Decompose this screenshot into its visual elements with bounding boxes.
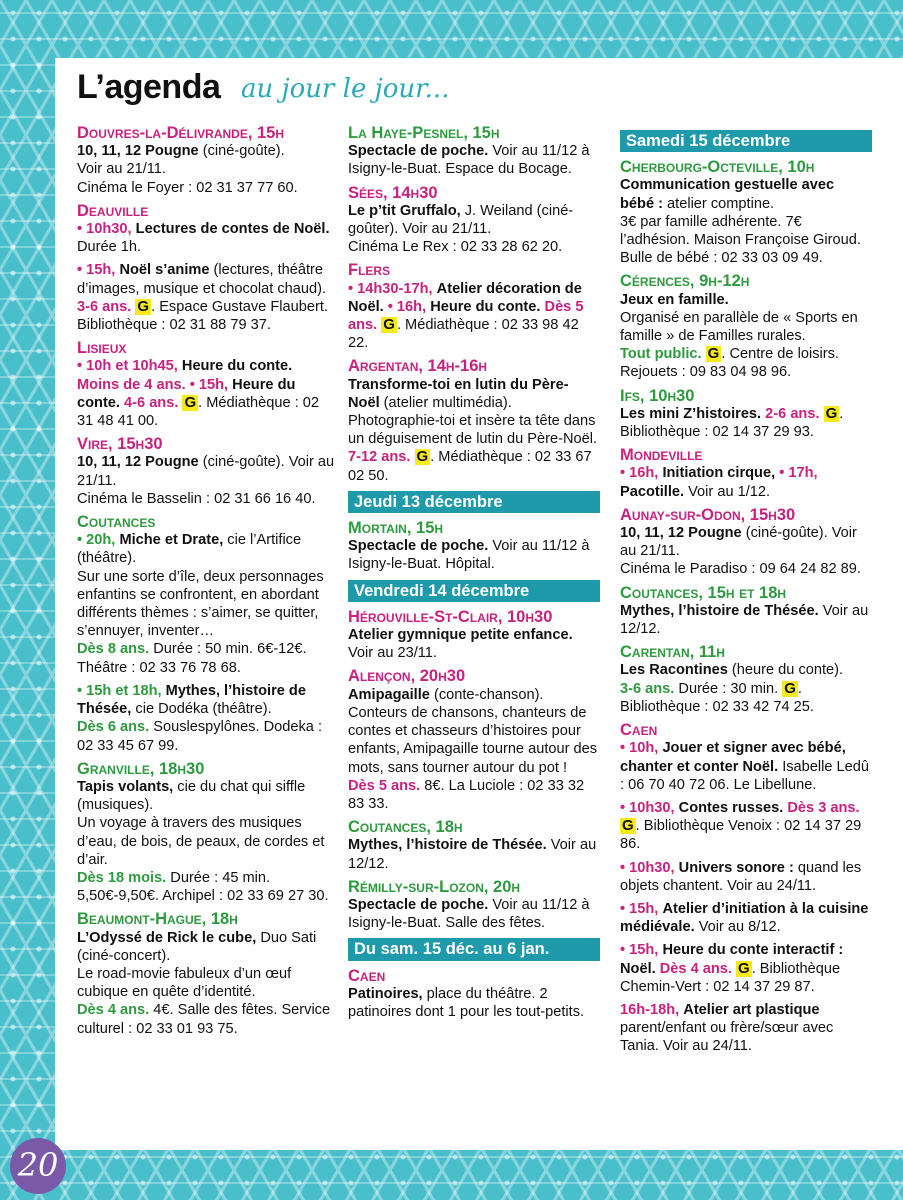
entry-description: • 15h, Noël s’anime (lectures, théâtre d’images, musique et chocolat chaud). 3-6 ans. G . Espace Gustave Flaubert. Bibliothèque : 02 31 88 79 37. (77, 262, 328, 334)
agenda-entry (620, 859, 872, 895)
entry-description: Tapis volants, cie du chat qui siffle (musiques). Un voyage à travers des musiques d’eau, de bois, de peaux, de cordes et d’air. Dès 18 mois. Durée : 45 min. 5,50€-9,50€. Archipel : 02 33 69 27 30. (77, 778, 329, 905)
entry-description: • 10h30, Lectures de contes de Noël. Durée 1h. (77, 221, 330, 256)
agenda-entry (620, 584, 872, 639)
agenda-entry (77, 435, 335, 508)
agenda-entry (77, 202, 335, 257)
entry-location: Granville, 18h30 (77, 759, 205, 778)
entry-location: Argentan, 14h-16h (348, 357, 488, 376)
free-badge: G (784, 679, 796, 697)
agenda-entry (620, 158, 872, 267)
entry-description: Spectacle de poche. Voir au 11/12 à Isigny-le-Buat. Hôpital. (348, 538, 590, 573)
entry-location: Flers (348, 261, 391, 280)
entry-description: Communication gestuelle avec bébé : atelier comptine. 3€ par famille adhérente. 7€ l’adhésion. Maison Françoise Giroud. Bulle de bébé : 02 33 03 09 49. (620, 177, 861, 267)
entry-location: Vire, 15h30 (77, 435, 163, 454)
free-badge: G (622, 817, 634, 835)
entry-description: Atelier gymnique petite enfance. Voir au 23/11. (348, 627, 573, 662)
agenda-entry (348, 184, 600, 257)
entry-description: Transforme-toi en lutin du Père-Noël (atelier multimédia). Photographie-toi et insère ta tête dans un déguisement de lutin du Père-Noël. 7-12 ans. G . Médiathèque : 02 33 67 02 50. (348, 376, 598, 484)
free-badge: G (137, 297, 150, 315)
entry-description: • 10h30, Univers sonore : quand les objets chantent. Voir au 24/11. (620, 859, 862, 894)
agenda-entry (77, 760, 335, 906)
agenda-entry (348, 967, 600, 1022)
entry-location: Mondeville (620, 446, 703, 465)
entry-description: • 16h, Initiation cirque, • 17h, Pacotille. Voir au 1/12. (620, 465, 818, 500)
entry-location: Cérences, 9h-12h (620, 272, 750, 291)
free-badge: G (184, 393, 197, 411)
entry-location: Douvres-la-Délivrande, 15h (77, 124, 285, 142)
agenda-entry (77, 261, 335, 334)
entry-location: Alençon, 20h30 (348, 667, 466, 686)
free-badge: G (738, 959, 750, 977)
agenda-entry (620, 799, 872, 854)
agenda-entry (348, 261, 600, 352)
page-number: 20 (10, 1138, 66, 1194)
entry-location: Mortain, 15h (348, 519, 444, 538)
entry-description: L’Odyssé de Rick le cube, Duo Sati (ciné-concert). Le road-movie fabuleux d’un œuf cubique en quête d’identité. Dès 4 ans. 4€. Salle des fêtes. Service culturel : 02 33 01 93 75. (77, 929, 331, 1037)
entry-description: • 10h30, Contes russes. Dès 3 ans. G . Bibliothèque Venoix : 02 14 37 29 86. (620, 799, 862, 853)
entry-location: Caen (348, 966, 386, 985)
entry-location: Carentan, 11h (620, 643, 725, 662)
date-band: Vendredi 14 décembre (348, 580, 600, 602)
entry-description: • 20h, Miche et Drate, cie l’Artifice (théâtre). Sur une sorte d’île, deux personnages enfantins se confrontent, en abordant différents thèmes : s’aimer, se quitter, s’ennuyer, inventer… Dès 8 ans. Durée : 50 min. 6€-12€. Théâtre : 02 33 76 78 68. (77, 532, 324, 676)
entry-description: Spectacle de poche. Voir au 11/12 à Isigny-le-Buat. Salle des fêtes. (348, 896, 590, 932)
agenda-entry (348, 608, 600, 663)
entry-location: Aunay-sur-Odon, 15h30 (620, 505, 796, 524)
free-badge: G (383, 316, 395, 334)
entry-description: • 15h, Atelier d’initiation à la cuisine médiévale. Voir au 8/12. (620, 900, 869, 936)
entry-description: 10, 11, 12 Pougne (ciné-goûte). Voir au 21/11. Cinéma le Foyer : 02 31 37 77 60. (77, 143, 298, 196)
entry-location: Lisieux (77, 339, 127, 358)
entry-description: 10, 11, 12 Pougne (ciné-goûte). Voir au 21/11. Cinéma le Paradiso : 09 64 24 82 89. (620, 525, 861, 578)
page-subtitle: au jour le jour... (241, 74, 450, 104)
entry-description: • 10h et 10h45, Heure du conte. Moins de 4 ans. • 15h, Heure du conte. 4-6 ans. G . Médiathèque : 02 31 48 41 00. (77, 358, 320, 430)
entry-location: Caen (620, 721, 658, 740)
agenda-column-2 (348, 124, 600, 1026)
entry-description: • 10h, Jouer et signer avec bébé, chanter et conter Noël. Isabelle Ledû : 06 70 40 72 06. Le Libellune. (620, 740, 870, 793)
entry-description: • 15h, Heure du conte interactif : Noël. Dès 4 ans. G . Bibliothèque Chemin-Vert : 02 14 37 29 87. (620, 942, 844, 995)
entry-description: 10, 11, 12 Pougne (ciné-goûte). Voir au 21/11. Cinéma le Basselin : 02 31 66 16 40. (77, 454, 335, 507)
entry-description: Les mini Z’histoires. 2-6 ans. G . Bibliothèque : 02 14 37 29 93. (620, 404, 844, 441)
date-band: Du sam. 15 déc. au 6 jan. (348, 938, 600, 960)
entry-description: Mythes, l’histoire de Thésée. Voir au 12/12. (620, 602, 869, 638)
entry-location: La Haye-Pesnel, 15h (348, 124, 500, 142)
entry-description: 16h-18h, Atelier art plastique parent/enfant ou frère/sœur avec Tania. Voir au 24/11. (620, 1001, 834, 1055)
entry-location: Coutances, 18h (348, 818, 463, 837)
agenda-entry (77, 513, 335, 677)
agenda-entry (348, 818, 600, 873)
free-badge: G (707, 345, 720, 363)
entry-location: Cherbourg-Octeville, 10h (620, 158, 815, 177)
free-badge: G (825, 404, 838, 422)
entry-location: Deauville (77, 201, 149, 220)
page-heading (77, 68, 450, 118)
entry-location: Ifs, 10h30 (620, 386, 695, 405)
entry-location: Rémilly-sur-Lozon, 20h (348, 877, 521, 896)
agenda-entry (348, 357, 600, 484)
agenda-entry (77, 682, 335, 755)
entry-location: Coutances (77, 513, 156, 532)
entry-description: Spectacle de poche. Voir au 11/12 à Isigny-le-Buat. Espace du Bocage. (348, 143, 590, 178)
entry-description: Le p’tit Gruffalo, J. Weiland (ciné-goûter). Voir au 21/11. Cinéma Le Rex : 02 33 28 62 20. (348, 202, 574, 256)
agenda-entry (348, 878, 600, 933)
agenda-entry (620, 941, 872, 996)
agenda-column-3 (620, 124, 872, 1061)
entry-description: Amipagaille (conte-chanson). Conteurs de chansons, chanteurs de contes et chasseurs d’histoires pour enfants, Amipagaille tourne autour des mots, sans tourner autour du pot ! Dès 5 ans. 8€. La Luciole : 02 33 32 83 33. (348, 686, 598, 812)
agenda-entry (620, 387, 872, 442)
entry-location: Hérouville-St-Clair, 10h30 (348, 607, 553, 626)
date-band: Samedi 15 décembre (620, 130, 872, 152)
entry-description: Les Racontines (heure du conte). 3-6 ans. Durée : 30 min. G . Bibliothèque : 02 33 42 74 25. (620, 662, 844, 715)
page-title: L’agenda (77, 68, 221, 106)
free-badge: G (416, 448, 429, 466)
entry-description: Mythes, l’histoire de Thésée. Voir au 12/12. (348, 837, 597, 872)
entry-description: • 15h et 18h, Mythes, l’histoire de Thésée, cie Dodéka (théâtre). Dès 6 ans. Souslespylônes. Dodeka : 02 33 45 67 99. (77, 682, 322, 754)
agenda-entry (620, 721, 872, 794)
agenda-entry (348, 519, 600, 574)
entry-location: Coutances, 15h et 18h (620, 583, 787, 602)
agenda-column-1 (77, 124, 335, 1043)
agenda-entry (348, 667, 600, 813)
agenda-entry (620, 643, 872, 716)
agenda-entry (77, 124, 335, 197)
agenda-entry (77, 910, 335, 1037)
date-band: Jeudi 13 décembre (348, 491, 600, 513)
agenda-entry (348, 124, 600, 179)
agenda-entry (620, 1001, 872, 1056)
entry-description: Jeux en famille. Organisé en parallèle de « Sports en famille » de Familles rurales. Tout public. G . Centre de loisirs. Rejouets : 09 83 04 98 96. (620, 291, 858, 381)
entry-description: • 14h30-17h, Atelier décoration de Noël. • 16h, Heure du conte. Dès 5 ans. G . Médiathèque : 02 33 98 42 22. (348, 280, 584, 352)
agenda-entry (620, 446, 872, 501)
entry-description: Patinoires, place du théâtre. 2 patinoires dont 1 pour les tout-petits. (348, 985, 585, 1020)
entry-location: Sées, 14h30 (348, 183, 438, 202)
agenda-entry (77, 339, 335, 430)
agenda-entry (620, 506, 872, 579)
agenda-entry (620, 272, 872, 381)
agenda-entry (620, 900, 872, 936)
entry-location: Beaumont-Hague, 18h (77, 910, 238, 929)
